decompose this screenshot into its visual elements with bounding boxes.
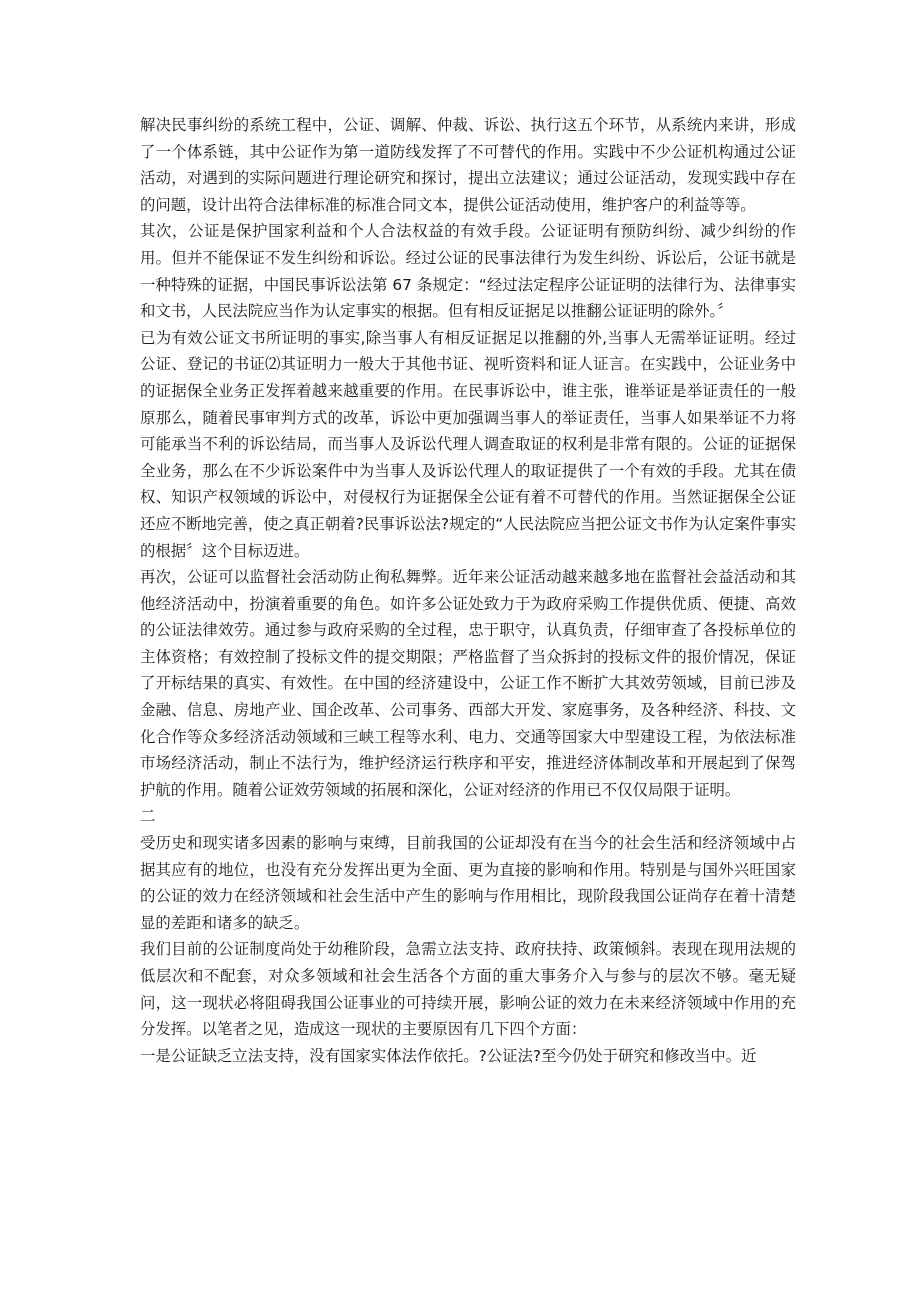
section-heading-two: 二 (140, 807, 156, 826)
paragraph-infant-stage: 我们目前的公证制度尚处于幼稚阶段，急需立法支持、政府扶持、政策倾斜。表现在现用法规的低层次和不配套，对众多领域和社会生活各个方面的重大事务介入与参与的层次不够。毫无疑问，这一现状必将阻碍我国公证事业的可持续开展，影响公证的效力在未来经济领域中作用的充分发挥。以笔者之见，造成这一现状的主要原因有几下四个方面： (140, 940, 796, 1039)
paragraph-evidence-preservation: 已为有效公证文书所证明的事实,除当事人有相反证据足以推翻的外,当事人无需举证证明。经过公证、登记的书证⑵其证明力一般大于其他书证、视听资料和证人证言。在实践中，公证业务中的证据保全业务正发挥着越来越重要的作用。在民事诉讼中，谁主张，谁举证是举证责任的一般原那么，随着民事审判方式的改革，诉讼中更加强调当事人的举证责任，当事人如果举证不力将可能承当不利的诉讼结局，而当事人及诉讼代理人调查取证的权利是非常有限的。公证的证据保全业务，那么在不少诉讼案件中为当事人及诉讼代理人的取证提供了一个有效的手段。尤其在债权、知识产权领域的诉讼中，对侵权行为证据保全公证有着不可替代的作用。当然证据保全公证还应不断地完善，使之真正朝着?民事诉讼法?规定的“人民法院应当把公证文书作为认定案件事实的根据〞这个目标迈进。 (140, 328, 796, 560)
paragraph-system-chain: 解决民事纠纷的系统工程中，公证、调解、仲裁、诉讼、执行这五个环节，从系统内来讲，形成了一个体系链，其中公证作为第一道防线发挥了不可替代的作用。实践中不少公证机构通过公证活动，对遇到的实际问题进行理论研究和探讨，提出立法建议；通过公证活动，发现实践中存在的问题，设计出符合法律标准的标准合同文本，提供公证活动使用，维护客户的利益等等。 (140, 116, 796, 214)
paragraph-first-reason: 一是公证缺乏立法支持，没有国家实体法作依托。?公证法?至今仍处于研究和修改当中。近 (140, 1046, 757, 1065)
paragraph-third-supervision: 再次，公证可以监督社会活动防止徇私舞弊。近年来公证活动越来越多地在监督社会益活动和其他经济活动中，扮演着重要的角色。如许多公证处致力于为政府采购工作提供优质、便捷、高效的公证法律效劳。通过参与政府采购的全过程，忠于职守，认真负责，仔细审查了各投标单位的主体资格；有效控制了投标文件的提交期限；严格监督了当众拆封的投标文件的报价情况，保证了开标结果的真实、有效性。在中国的经济建设中，公证工作不断扩大其效劳领域，目前已涉及金融、信息、房地产业、国企改革、公司事务、西部大开发、家庭事务，及各种经济、科技、文化合作等众多经济活动领域和三峡工程等水利、电力、交通等国家大中型建设工程，为依法标准市场经济活动，制止不法行为，维护经济运行秩序和平安，推进经济体制改革和开展起到了保驾护航的作用。随着公证效劳领域的拓展和深化，公证对经济的作用已不仅仅局限于证明。 (140, 568, 796, 799)
paragraph-historical-constraints: 受历史和现实诸多因素的影响与束缚，目前我国的公证却没有在当今的社会生活和经济领域中占据其应有的地位，也没有充分发挥出更为全面、更为直接的影响和作用。特别是与国外兴旺国家的公证的效力在经济领域和社会生活中产生的影响与作用相比，现阶段我国公证尚存在着十清楚显的差距和诸多的缺乏。 (140, 834, 796, 932)
document-body (140, 112, 796, 1069)
paragraph-second-protection: 其次，公证是保护国家利益和个人合法权益的有效手段。公证证明有预防纠纷、减少纠纷的作用。但并不能保证不发生纠纷和诉讼。经过公证的民事法律行为发生纠纷、诉讼后，公证书就是一种特殊的证据，中国民事诉讼法第 67 条规定：“经过法定程序公证证明的法律行为、法律事实和文书，人民法院应当作为认定事实的根据。但有相反证据足以推翻公证证明的除外。〞 (140, 222, 796, 321)
